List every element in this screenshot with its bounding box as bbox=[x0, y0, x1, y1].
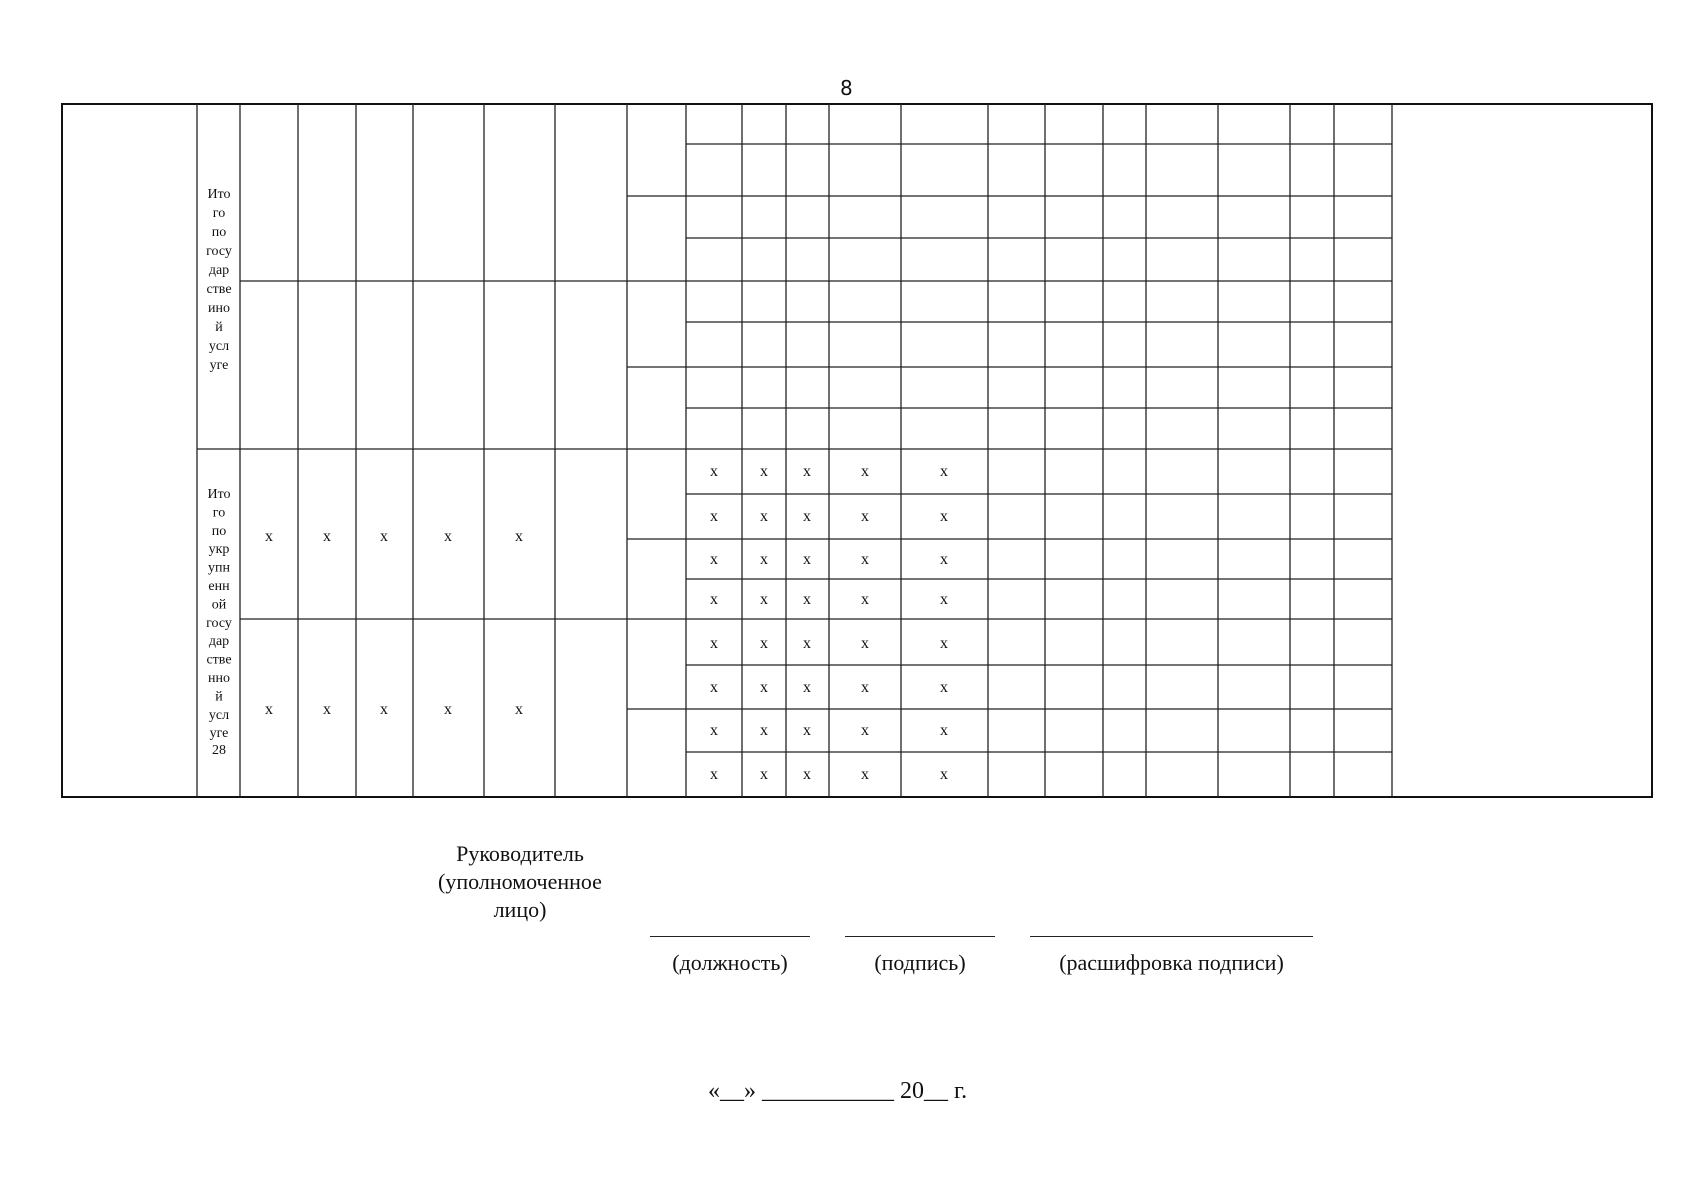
x-mark: х bbox=[803, 551, 811, 568]
row-label-total-enlarged: енн bbox=[208, 579, 230, 594]
x-mark: х bbox=[760, 635, 768, 652]
x-mark: х bbox=[760, 722, 768, 739]
row-label-total-service: уге bbox=[209, 358, 229, 373]
x-mark: х bbox=[803, 463, 811, 480]
x-mark: х bbox=[760, 508, 768, 525]
row-label-total-enlarged: Ито bbox=[207, 487, 231, 502]
signature-line bbox=[845, 936, 995, 937]
x-mark: х bbox=[760, 766, 768, 783]
row-label-total-enlarged: усл bbox=[208, 707, 230, 723]
row-label-total-service: усл bbox=[208, 339, 230, 354]
signature-caption: (подпись) bbox=[874, 950, 966, 975]
x-mark: х bbox=[710, 508, 718, 525]
decoding-line bbox=[1030, 936, 1313, 937]
x-mark: х bbox=[760, 591, 768, 608]
x-mark: х bbox=[710, 635, 718, 652]
x-mark: х bbox=[861, 635, 869, 652]
row-label-total-enlarged: й bbox=[215, 689, 223, 705]
x-mark: х bbox=[940, 679, 948, 696]
row-label-total-enlarged: укр bbox=[208, 542, 230, 558]
row-label-total-enlarged: стве bbox=[206, 652, 232, 668]
page-number: 8 bbox=[840, 76, 853, 100]
x-mark: х bbox=[710, 766, 718, 783]
x-mark: х bbox=[380, 701, 388, 718]
x-mark: х bbox=[760, 551, 768, 568]
row-label-total-service: ино bbox=[208, 301, 230, 316]
row-label-total-service: госу bbox=[206, 244, 232, 259]
position-line bbox=[650, 936, 810, 937]
x-mark: х bbox=[803, 679, 811, 696]
x-mark: х bbox=[265, 528, 273, 545]
x-mark: х bbox=[710, 591, 718, 608]
head-label-line-1: Руководитель bbox=[456, 841, 584, 866]
x-mark: х bbox=[380, 528, 388, 545]
x-mark: х bbox=[803, 591, 811, 608]
row-label-total-enlarged: ой bbox=[211, 597, 227, 613]
x-mark: х bbox=[940, 463, 948, 480]
x-mark: х bbox=[444, 701, 452, 718]
x-mark: х bbox=[515, 528, 523, 545]
x-mark: х bbox=[861, 679, 869, 696]
x-mark: х bbox=[803, 635, 811, 652]
x-mark: х bbox=[940, 551, 948, 568]
head-label-line-3: лицо) bbox=[493, 897, 547, 922]
head-label bbox=[420, 840, 620, 924]
row-label-total-service: по bbox=[211, 225, 227, 240]
row-label-total-enlarged: по bbox=[211, 523, 227, 539]
x-mark: х bbox=[861, 591, 869, 608]
head-label-line-2: (уполномоченное bbox=[438, 869, 602, 894]
row-label-total-service: го bbox=[212, 206, 226, 221]
position-caption: (должность) bbox=[672, 950, 788, 975]
x-mark: х bbox=[861, 766, 869, 783]
row-label-total-enlarged: упн bbox=[208, 560, 230, 576]
x-mark: х bbox=[861, 508, 869, 525]
row-label-total-enlarged: дар bbox=[208, 634, 230, 650]
row-label-total-enlarged: го bbox=[212, 505, 226, 521]
row-label-total-service: й bbox=[215, 320, 223, 335]
x-mark: х bbox=[940, 591, 948, 608]
x-mark: х bbox=[803, 766, 811, 783]
x-mark: х bbox=[760, 679, 768, 696]
decoding-caption: (расшифровка подписи) bbox=[1059, 950, 1284, 975]
table-border bbox=[62, 104, 1652, 797]
footnote-mark: 28 bbox=[212, 743, 226, 758]
x-mark: х bbox=[940, 635, 948, 652]
x-mark: х bbox=[323, 528, 331, 545]
row-label-total-service: дар bbox=[208, 263, 230, 278]
x-mark: х bbox=[444, 528, 452, 545]
row-label-total-service: Ито bbox=[207, 187, 231, 202]
x-mark: х bbox=[710, 551, 718, 568]
x-mark: х bbox=[710, 722, 718, 739]
x-mark: х bbox=[265, 701, 273, 718]
x-mark: х bbox=[861, 722, 869, 739]
x-mark: х bbox=[323, 701, 331, 718]
x-mark: х bbox=[710, 463, 718, 480]
x-mark: х bbox=[940, 766, 948, 783]
x-mark: х bbox=[803, 508, 811, 525]
x-mark: х bbox=[515, 701, 523, 718]
row-label-total-enlarged: госу bbox=[206, 615, 232, 631]
x-mark: х bbox=[940, 508, 948, 525]
x-mark: х bbox=[760, 463, 768, 480]
x-mark: х bbox=[940, 722, 948, 739]
x-mark: х bbox=[861, 463, 869, 480]
x-mark: х bbox=[861, 551, 869, 568]
row-label-total-service: стве bbox=[206, 282, 232, 297]
row-label-total-enlarged: нно bbox=[208, 671, 230, 686]
x-mark: х bbox=[803, 722, 811, 739]
x-mark: х bbox=[710, 679, 718, 696]
date-line: «__» ___________ 20__ г. bbox=[708, 1078, 968, 1104]
row-label-total-enlarged: уге bbox=[209, 726, 229, 742]
